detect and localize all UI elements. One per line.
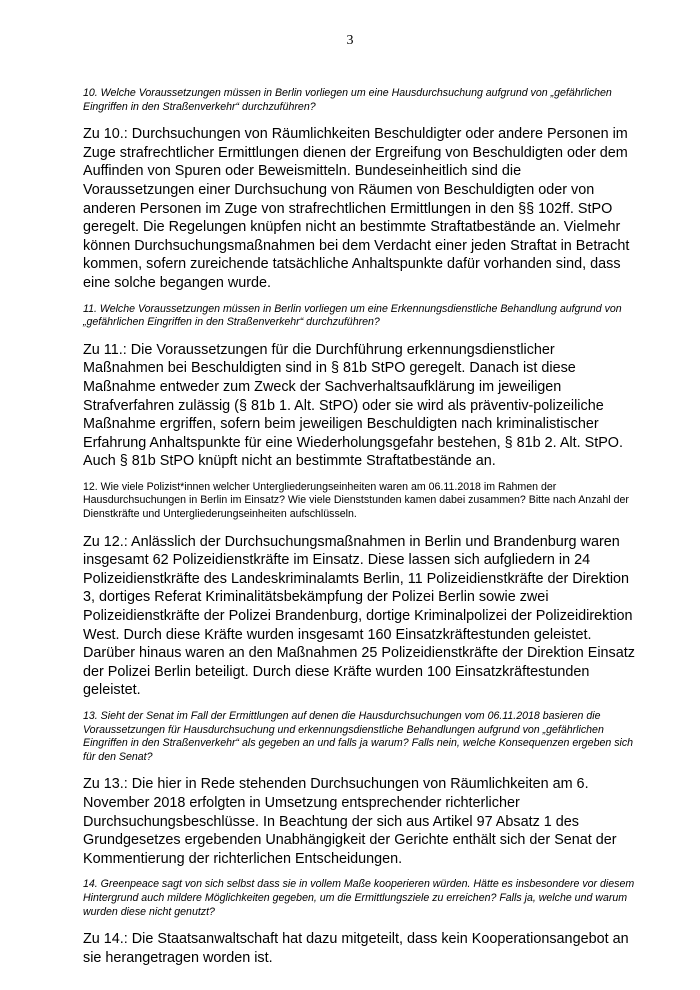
- document-body: [83, 87, 635, 977]
- qa-block-12: [83, 481, 635, 700]
- answer-12: Zu 12.: Anlässlich der Durchsuchungsmaßnahmen in Berlin und Brandenburg waren insgesamt 62 Polizeidienstkräfte im Einsatz. Diese lassen sich aufgliedern in 24 Polizeidienstkräfte des Landeskriminalamts Berlin, 11 Polizeidienstkräfte der Direktion 3, dortiges Referat Kriminalitätsbekämpfung der Polizei Berlin sowie zwei Polizeidienstkräfte der Polizei Brandenburg, dortige Kriminalpolizei der Polizeidirektion West. Durch diese Kräfte wurden insgesamt 160 Einsatzkräftestunden geleistet. Darüber hinaus waren an den Maßnahmen 25 Polizeidienstkräfte der Direktion Einsatz der Polizei Berlin beteiligt. Durch diese Kräfte wurden 100 Einsatzkräftestunden geleistet.: [83, 533, 635, 699]
- qa-block-13: [83, 710, 635, 868]
- qa-block-14: [83, 878, 635, 967]
- question-14: 14. Greenpeace sagt von sich selbst dass sie in vollem Maße kooperieren würden. Hätte es insbesondere vor diesem Hintergrund auch mildere Möglichkeiten gegeben, um die Ermittlungsziele zu erreichen? Falls ja, welche und warum wurden diese nicht genutzt?: [83, 878, 635, 918]
- question-12: 12. Wie viele Polizist*innen welcher Untergliederungseinheiten waren am 06.11.2018 im Rahmen der Hausdurchsuchungen in Berlin im Einsatz? Wie viele Dienststunden kamen dabei zusammen? Bitte nach Anzahl der Dienstkräfte und Untergliederungseinheiten aufschlüsseln.: [83, 480, 629, 521]
- answer-14: Zu 14.: Die Staatsanwaltschaft hat dazu mitgeteilt, dass kein Kooperationsangebot an sie herangetragen worden ist.: [83, 931, 629, 966]
- answer-13: Zu 13.: Die hier in Rede stehenden Durchsuchungen von Räumlichkeiten am 6. November 2018 erfolgten in Umsetzung entsprechender richterlicher Durchsuchungsbeschlüsse. In Beachtung der sich aus Artikel 97 Absatz 1 des Grundgesetzes ergebenden Unabhängigkeit der Gerichte enthält sich der Senat der Kommentierung der richterlichen Entscheidungen.: [83, 776, 617, 867]
- question-11: 11. Welche Voraussetzungen müssen in Berlin vorliegen um eine Erkennungsdienstliche Behandlung aufgrund von „gefährlichen Eingriffen in den Straßenverkehr“ durchzuführen?: [83, 302, 622, 329]
- qa-block-11: [83, 303, 635, 471]
- qa-block-10: [83, 87, 635, 293]
- question-10: 10. Welche Voraussetzungen müssen in Berlin vorliegen um eine Hausdurchsuchung aufgrund von „gefährlichen Eingriffen in den Straßenverkehr“ durchzuführen?: [83, 87, 612, 113]
- answer-11: Zu 11.: Die Voraussetzungen für die Durchführung erkennungsdienstlicher Maßnahmen bei Beschuldigten sind in § 81b StPO geregelt. Danach ist diese Maßnahme entweder zum Zweck der Sachverhaltsaufklärung im jeweiligen Strafverfahren zulässig (§ 81b 1. Alt. StPO) oder sie wird als präventiv-polizeiliche Maßnahme ergriffen, sofern beim jeweiligen Beschuldigten nach kriminalistischer Erfahrung Anhaltspunkte für eine Wiederholungsgefahr bestehen, § 81b 2. Alt. StPO. Auch § 81b StPO knüpft nicht an bestimmte Straftatbestände an.: [83, 341, 623, 470]
- question-13: 13. Sieht der Senat im Fall der Ermittlungen auf denen die Hausdurchsuchungen vom 06.11.2018 basieren die Voraussetzungen für Hausdurchsuchung und erkennungsdienstliche Behandlungen aufgrund von „gefährlichen Eingriffen in den Straßenverkehr“ als gegeben an und falls ja warum? Falls nein, welche Konsequenzen ergeben sich für den Senat?: [83, 710, 634, 763]
- answer-10: Zu 10.: Durchsuchungen von Räumlichkeiten Beschuldigter oder andere Personen im Zuge strafrechtlicher Ermittlungen dienen der Ergreifung von Beschuldigten oder dem Auffinden von Spuren oder Beweismitteln. Bundeseinheitlich sind die Voraussetzungen einer Durchsuchung von Räumen von Beschuldigten oder von anderen Personen im Zuge von strafrechtlichen Ermittlungen in den §§ 102ff. StPO geregelt. Die Regelungen knüpfen nicht an bestimmte Straftatbestände an. Vielmehr können Durchsuchungsmaßnahmen bei dem Verdacht einer jeden Straftat in Betracht kommen, sofern zureichende tatsächliche Anhaltspunkte dafür vorhanden sind, dass eine solche begangen wurde.: [83, 126, 630, 291]
- page-number: 3: [346, 33, 354, 48]
